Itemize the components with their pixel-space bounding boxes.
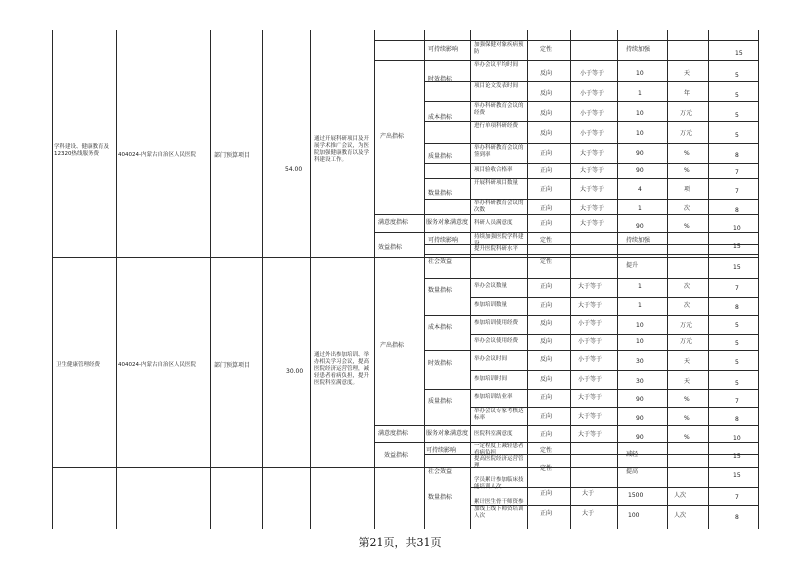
table-cell: 举办会议时间 (474, 356, 508, 362)
table-cell: 进行单项科研经费 (474, 123, 519, 129)
table-cell: 举办科研教育会议的经费 (474, 103, 524, 116)
table-cell: 参加培训结业率 (474, 394, 513, 400)
table-cell: 小于等于 (578, 356, 603, 363)
table-cell: 反向 (540, 90, 553, 97)
table-cell: 7 (735, 169, 739, 176)
table-cell: 1 (638, 302, 642, 309)
level2-satisfaction: 服务对象满意度 (426, 430, 469, 437)
table-cell: 次 (684, 205, 691, 212)
table-cell: 90 (636, 223, 644, 230)
project-type: 部门预算项目 (214, 362, 251, 369)
table-cell: 年 (684, 90, 691, 97)
table-cell: % (684, 415, 690, 422)
table-cell: 大于等于 (578, 302, 603, 309)
table-cell: 提升医院科研水平 (474, 246, 519, 252)
level2-social: 社会效益 (428, 468, 453, 475)
table-cell: 正向 (540, 283, 553, 290)
project-name: 学科建设、健康教育及12320热线服务费 (54, 144, 110, 157)
table-cell: 万元 (680, 322, 693, 329)
top-row-score: 15 (735, 50, 743, 57)
level2-satisfaction: 服务对象满意度 (426, 219, 469, 226)
table-cell: 正向 (540, 431, 553, 438)
table-cell: 4 (638, 186, 642, 193)
table-cell: % (684, 396, 690, 403)
level2-cost: 成本指标 (428, 324, 453, 331)
table-cell: 小于等于 (580, 90, 605, 97)
table-cell: 正向 (540, 302, 553, 309)
table-cell: 小于等于 (580, 70, 605, 77)
project-name: 卫生健康管理经费 (56, 362, 101, 368)
page-footer: 第21页，共31页 (358, 536, 442, 549)
table-cell: 举办科研教育会议的签到率 (474, 145, 524, 158)
table-cell: 项目论文发表时间 (474, 83, 519, 89)
table-cell: 30 (636, 378, 644, 385)
table-cell: 15 (733, 472, 741, 479)
table-cell: 5 (735, 340, 739, 347)
table-cell: 正向 (540, 167, 553, 174)
table-cell: 项目验收合格率 (474, 167, 513, 173)
table-cell: 8 (735, 304, 739, 311)
table-cell: 15 (733, 264, 741, 271)
table-cell: 正向 (540, 205, 553, 212)
table-cell: 8 (735, 514, 739, 521)
level2-time: 时效指标 (428, 76, 453, 83)
level2-quantity: 数量指标 (428, 494, 453, 501)
table-cell: 举办科研教育会议的次数 (474, 200, 524, 213)
table-cell: 天 (684, 378, 691, 385)
table-cell: % (684, 434, 690, 441)
table-cell: 小于等于 (580, 110, 605, 117)
unit-name: 404024-内蒙古自治区人民医院 (118, 362, 196, 368)
table-cell: 7 (735, 285, 739, 292)
table-cell: 反向 (540, 356, 553, 363)
table-cell: % (684, 150, 690, 157)
table-cell: 科研人员满意度 (474, 220, 513, 226)
table-cell: 定性 (540, 465, 553, 472)
table-cell: 大于等于 (578, 431, 603, 438)
table-cell: 大于等于 (580, 150, 605, 157)
table-cell: 8 (735, 416, 739, 423)
table-cell: 小于等于 (578, 376, 603, 383)
table-cell: 天 (684, 358, 691, 365)
table-cell: 开展科研项目数量 (474, 180, 519, 186)
table-cell: 小于等于 (578, 320, 603, 327)
table-cell: 5 (735, 72, 739, 79)
level2-sustain: 可持续影响 (428, 237, 459, 244)
level1-output: 产出指标 (380, 133, 405, 140)
table-cell: 反向 (540, 376, 553, 383)
table-cell: 1 (638, 205, 642, 212)
project-goal: 通过外出参加培训、举办相关学习会议，提高医院经济运营管理，减轻患者看病负担，提升医院科室满意度。 (314, 352, 370, 386)
table-cell: 反向 (540, 338, 553, 345)
table-cell: 反向 (540, 320, 553, 327)
level2-time: 时效指标 (428, 360, 453, 367)
amount: 30.00 (286, 368, 304, 375)
table-cell: 10 (733, 225, 741, 232)
project-goal: 通过开展科研项目及开展学术推广会议，为医院加强健康教育以及学科建设工作。 (314, 136, 370, 163)
table-cell: 10 (636, 70, 644, 77)
table-cell: 8 (735, 152, 739, 159)
table-cell: 正向 (540, 510, 553, 517)
table-cell: 举办会议平均时间 (474, 62, 519, 68)
amount: 54.00 (285, 166, 303, 173)
table-cell: 累计医生骨干师资参加线上线下师资培训人次 (474, 499, 524, 519)
level2-cost: 成本指标 (428, 114, 453, 121)
table-cell: 5 (735, 359, 739, 366)
unit-name: 404024-内蒙古自治区人民医院 (118, 152, 196, 158)
table-cell: 天 (684, 70, 691, 77)
table-cell: 15 (733, 243, 741, 250)
table-cell: 5 (735, 380, 739, 387)
table-cell: 5 (735, 92, 739, 99)
table-cell: 30 (636, 358, 644, 365)
table-cell: 正向 (540, 394, 553, 401)
table-cell: 医院科室满意度 (474, 431, 513, 437)
table-cell: 举办会议数量 (474, 283, 508, 289)
table-cell: 90 (636, 434, 644, 441)
table-cell: 大于等于 (578, 394, 603, 401)
table-cell: 次 (684, 302, 691, 309)
table-cell: 次 (684, 283, 691, 290)
table-cell: 万元 (680, 110, 693, 117)
table-cell: 举办会议专家考核达标率 (474, 408, 524, 421)
table-cell: 小于等于 (580, 130, 605, 137)
table-cell: 持续加强 (626, 237, 651, 244)
table-cell: 大于 (582, 490, 595, 497)
top-row-attr: 定性 (540, 46, 553, 53)
table-cell: 小于等于 (578, 338, 603, 345)
top-row-val: 持续加强 (626, 46, 651, 53)
table-cell: 项 (684, 186, 691, 193)
level2-social: 社会效益 (428, 258, 453, 265)
table-cell: 大于等于 (580, 205, 605, 212)
level2-sustain: 可持续影响 (426, 447, 457, 454)
table-cell: 90 (636, 150, 644, 157)
table-cell: 15 (733, 453, 741, 460)
table-cell: 定性 (540, 237, 553, 244)
level1-benefit: 效益指标 (378, 244, 403, 251)
table-cell: 正向 (540, 186, 553, 193)
table-cell: 大于等于 (580, 167, 605, 174)
table-cell: 正向 (540, 413, 553, 420)
table-cell: 持续加强医院学科建设 (474, 234, 524, 247)
table-cell: 举办会议使用经费 (474, 338, 519, 344)
table-cell: 90 (636, 167, 644, 174)
table-cell: 10 (733, 435, 741, 442)
level2-quality: 质量指标 (428, 398, 453, 405)
top-row-ind: 加强保健对象疾病预防 (474, 42, 524, 55)
table-cell: 减轻 (626, 451, 639, 458)
table-cell: 7 (735, 188, 739, 195)
table-cell: 10 (636, 338, 644, 345)
table-cell: 5 (735, 132, 739, 139)
table-cell: 10 (636, 110, 644, 117)
table-cell: 反向 (540, 70, 553, 77)
table-cell: 大于等于 (578, 413, 603, 420)
level1-output: 产出指标 (380, 342, 405, 349)
table-cell: 万元 (680, 338, 693, 345)
level1-satisfaction: 满意度指标 (378, 430, 409, 437)
table-cell: 大于 (582, 510, 595, 517)
table-cell: 反向 (540, 110, 553, 117)
table-cell: 参加培训使用经费 (474, 320, 519, 326)
table-cell: 人次 (674, 492, 687, 499)
table-cell: 正向 (540, 220, 553, 227)
table-cell: 10 (636, 322, 644, 329)
table-cell: 大于等于 (578, 283, 603, 290)
table-cell: % (684, 167, 690, 174)
table-cell: 大于等于 (580, 220, 605, 227)
table-cell: 万元 (680, 130, 693, 137)
table-cell: 反向 (540, 130, 553, 137)
table-cell: 大于等于 (580, 186, 605, 193)
table-cell: 8 (735, 207, 739, 214)
table-cell: 参加培训数量 (474, 302, 508, 308)
table-cell: 一定程度上减轻患者看病负担 (474, 443, 524, 456)
table-cell: 90 (636, 415, 644, 422)
table-cell: 正向 (540, 490, 553, 497)
top-row-l2: 可持续影响 (428, 46, 459, 53)
table-cell: 参加培训时间 (474, 376, 508, 382)
table-cell: 7 (735, 494, 739, 501)
table-cell: 提高 (626, 468, 639, 475)
table-cell: 正向 (540, 150, 553, 157)
level1-satisfaction: 满意度指标 (378, 219, 409, 226)
table-cell: 定性 (540, 258, 553, 265)
table-cell: 1500 (628, 492, 644, 499)
project-type: 部门预算项目 (214, 152, 251, 159)
table-cell: 10 (636, 130, 644, 137)
table-cell: 人次 (674, 512, 687, 519)
level2-quantity: 数量指标 (428, 287, 453, 294)
table-cell: 1 (638, 283, 642, 290)
table-cell: 5 (735, 322, 739, 329)
table-cell: 7 (735, 398, 739, 405)
table-cell: 90 (636, 396, 644, 403)
table-cell: 1 (638, 90, 642, 97)
table-cell: 100 (628, 512, 640, 519)
table-cell: 学员累计参加临床技能培训人次 (474, 477, 524, 490)
table-cell: 5 (735, 112, 739, 119)
level1-benefit: 效益指标 (384, 452, 409, 459)
table-cell: 定性 (540, 447, 553, 454)
level2-quantity: 数量指标 (428, 190, 453, 197)
table-cell: 提高医院经济运营管理 (474, 456, 524, 469)
level2-quality: 质量指标 (428, 153, 453, 160)
table-cell: 提升 (626, 262, 639, 269)
table-cell: % (684, 223, 690, 230)
